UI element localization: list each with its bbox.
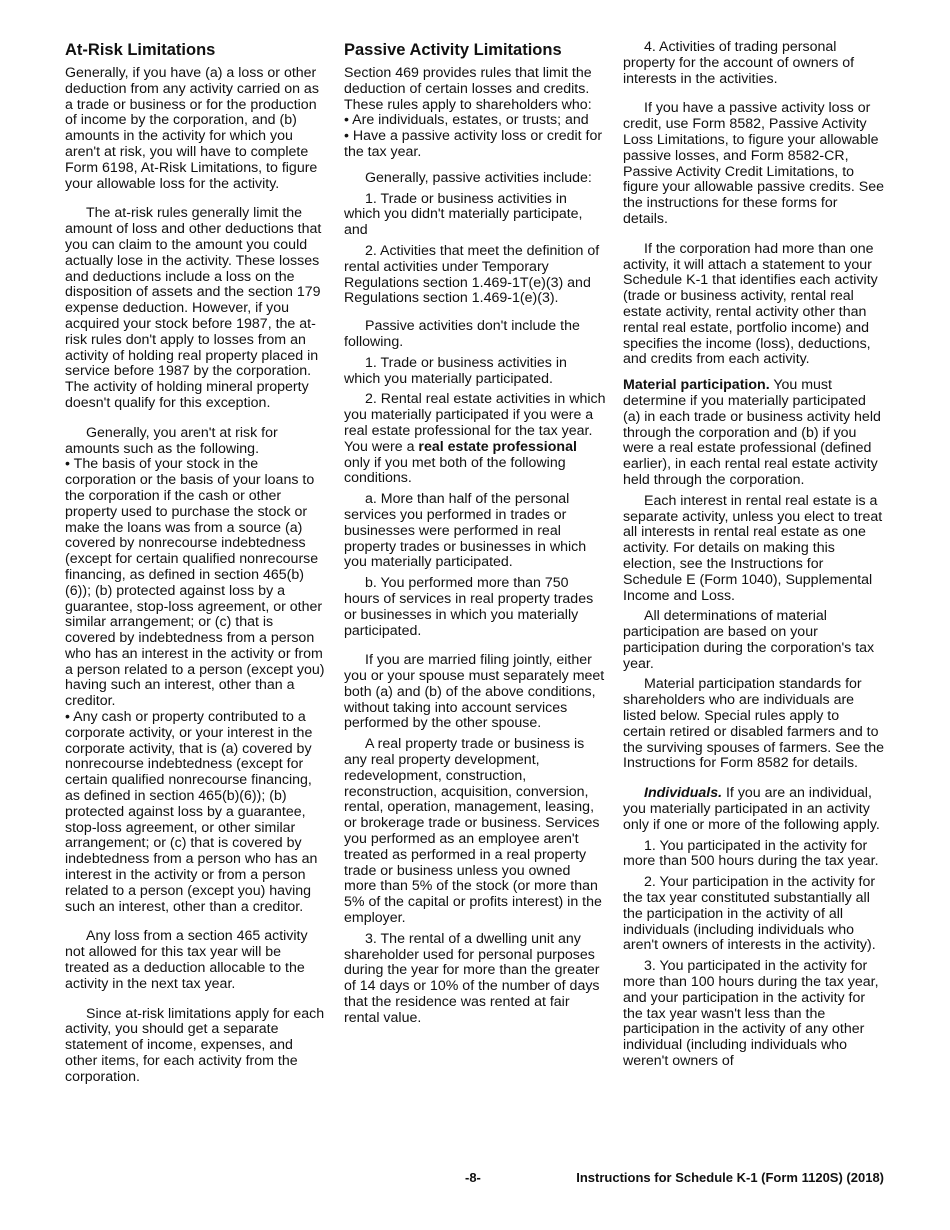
heading-at-risk-limitations: At-Risk Limitations: [65, 41, 216, 59]
column-3: [623, 40, 885, 1079]
paragraph: Each interest in rental real estate is a separate activity, unless you elect to treat all interests in rental real estate as one activity. For details on making this election, see the Instructions for Schedule E (Form 1040), Supplemental Income and Loss.: [623, 492, 883, 604]
paragraph: Since at-risk limitations apply for each activity, you should get a separate statement of income, expenses, and other items, for each activity from the corporation.: [65, 1005, 325, 1085]
term-real-estate-professional: real estate professional: [418, 438, 577, 455]
list-item: a. More than half of the personal services you performed in trades or businesses were performed in real property trades or businesses in which you materially participated.: [344, 491, 587, 571]
page-footer: [0, 1170, 950, 1190]
paragraph: The at-risk rules generally limit the amount of loss and other deductions that you can claim to the amount you could actually lose in the activity. These losses and deductions include a loss on the disposition of assets and the section 179 expense deduction. However, if you acquired your stock before 1987, the at-risk rules don't apply to losses from an activity of holding real property placed in service before 1987 by the corporation. The activity of holding mineral property doesn't qualify for this exception.: [65, 205, 322, 411]
list-item: 3. The rental of a dwelling unit any shareholder used for personal purposes during the year for more than the greater of 14 days or 10% of the number of days that the residence was rented at fair rental value.: [344, 930, 600, 1026]
page-number: -8-: [465, 1170, 481, 1185]
bullet-item: • Any cash or property contributed to a corporate activity, or your interest in the corporate activity, that is (a) covered by nonrecourse indebtedness (except for certain qualified nonrecourse financing, as defined in section 465(b)(6)); (b) protected against loss by a guarantee, stop-loss agreement, or other similar arrangement; or (c) that is covered by indebtedness from a person who has an interest in the activity or from a person related to a person (except you) having such an interest, other than a creditor.: [65, 709, 318, 915]
paragraph: Passive activities don't include the following.: [344, 318, 580, 350]
paragraph: All determinations of material participation are based on your participation during the corporation's tax year.: [623, 608, 875, 672]
list-item: 3. You participated in the activity for more than 100 hours during the tax year, and your participation in the activity for the tax year wasn't less than the participation in the activity of any other individual (including individuals who weren't owners of: [623, 958, 879, 1070]
paragraph-text: If you are an individual, you materially participated in an activity only if one or more of the following apply.: [623, 785, 880, 833]
footer-title: Instructions for Schedule K-1 (Form 1120S) (2018): [576, 1170, 884, 1185]
bullet-item: • The basis of your stock in the corporation or the basis of your loans to the corporation if the cash or other property used to purchase the stock or make the loans was from a source (a) covered by nonrecourse indebtedness (except for certain qualified nonrecourse financing, as defined in section 465(b)(6)); (b) protected against loss by a guarantee, stop-loss agreement, or other similar arrangement; or (c) that is covered by indebtedness from a person who has an interest in the activity or from a person related to a person (except you) having such an interest, other than a creditor.: [65, 456, 325, 710]
paragraph: Generally, passive activities include:: [365, 169, 592, 186]
subheading-individuals: Individuals.: [644, 785, 723, 802]
paragraph: [623, 786, 885, 833]
list-item-text: 2. Rental real estate activities in which you materially participated if you were a real estate professional for the tax year. You were a: [344, 391, 606, 455]
bullet-item: • Are individuals, estates, or trusts; and: [344, 112, 589, 129]
bullet-item: • Have a passive activity loss or credit for the tax year.: [344, 128, 603, 160]
list-item: 4. Activities of trading personal property for the account of owners of interests in the activities.: [623, 39, 855, 87]
paragraph: [623, 378, 885, 489]
list-item: 1. Trade or business activities in which you materially participated.: [344, 354, 567, 387]
column-2: [344, 40, 606, 1036]
paragraph: A real property trade or business is any real property development, redevelopment, construction, reconstruction, acquisition, conversion, rental, operation, management, leasing, or brokerage trade or business. Services you performed as an employee aren't treated as performed in a real property trade or business unless you owned more than 5% of the stock (or more than 5% of the capital or profits interest) in the employer.: [344, 736, 602, 927]
column-1: [65, 40, 327, 1095]
list-item: 1. Trade or business activities in which you didn't materially participate, and: [344, 190, 583, 239]
list-item: b. You performed more than 750 hours of services in real property trades or businesses in which you materially participated.: [344, 575, 594, 639]
list-item: 1. You participated in the activity for more than 500 hours during the tax year.: [623, 837, 879, 870]
paragraph: Generally, if you have (a) a loss or other deduction from any activity carried on as a trade or business or for the production of income by the corporation, and (b) amounts in the activity for which you aren't at risk, you will have to complete Form 6198, At-Risk Limitations, to figure your allowable loss for the activity.: [65, 65, 319, 192]
paragraph: Generally, you aren't at risk for amounts such as the following.: [65, 424, 278, 457]
list-item: [344, 392, 606, 487]
paragraph: If you are married filing jointly, either you or your spouse must separately meet both (a) and (b) of the above conditions, without taking into account services performed by the other spouse.: [344, 652, 605, 732]
paragraph: Any loss from a section 465 activity not allowed for this tax year will be treated as a deduction allocable to the activity in the next tax year.: [65, 928, 308, 992]
paragraph-text: You must determine if you materially participated (a) in each trade or business activity held through the corporation and (b) if you were a real estate professional (defined earlier), in each rental real estate activity held through the corporation.: [623, 377, 881, 488]
list-item: 2. Activities that meet the definition of rental activities under Temporary Regulations section 1.469-1T(e)(3) and Regulations section 1.469-1(e)(3).: [344, 242, 600, 307]
heading-passive-activity-limitations: Passive Activity Limitations: [344, 41, 562, 59]
paragraph: Section 469 provides rules that limit the deduction of certain losses and credits. These rules apply to shareholders who:: [344, 65, 592, 113]
list-item: 2. Your participation in the activity for the tax year constituted substantially all the participation in the activity of all individuals (including individuals who aren't owners of interests in the activity).: [623, 874, 876, 954]
list-item-text: only if you met both of the following conditions.: [344, 454, 566, 487]
paragraph: If the corporation had more than one activity, it will attach a statement to your Schedule K-1 that identifies each activity (trade or business activity, rental real estate activity, rental activity other than rental real estate, portfolio income) and specifies the income (loss), deductions, and credits from each activity.: [623, 240, 878, 368]
subheading-material-participation: Material participation.: [623, 377, 770, 394]
paragraph: Material participation standards for shareholders who are individuals are listed below. Special rules apply to certain retired or disabled farmers and to the surviving spouses of farmers. See the Instructions for Form 8582 for details.: [623, 676, 885, 772]
paragraph: If you have a passive activity loss or credit, use Form 8582, Passive Activity Loss Limitations, to figure your allowable passive losses, and Form 8582-CR, Passive Activity Credit Limitations, to figure your allowable passive credits. See the instructions for these forms for details.: [623, 100, 885, 227]
